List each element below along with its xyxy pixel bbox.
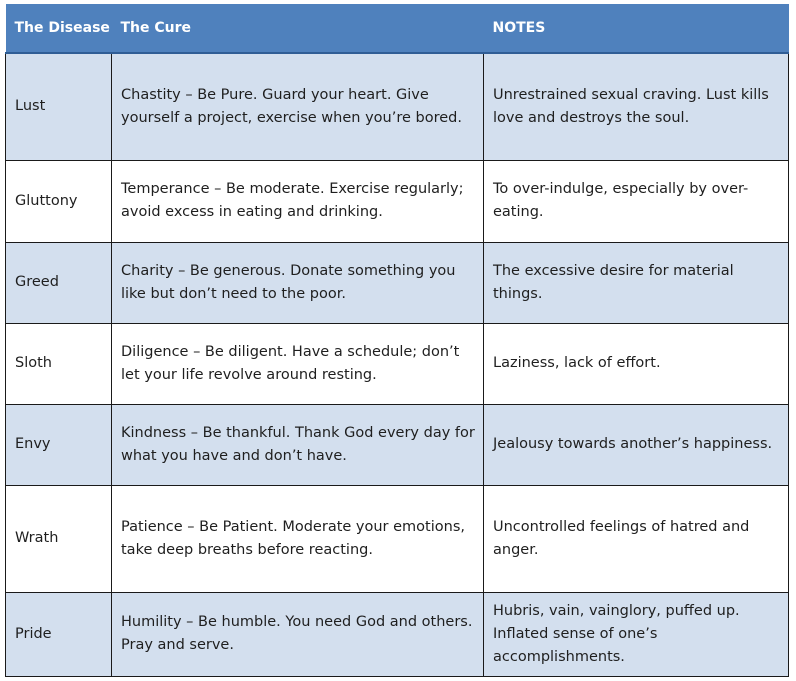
cure-cell: Charity – Be generous. Donate something you like but don’t need to the poor.	[112, 242, 484, 323]
header-cure: The Cure	[112, 4, 484, 53]
table-row	[6, 160, 789, 242]
notes-cell: To over-indulge, especially by over-eating.	[484, 160, 789, 242]
table-row	[6, 404, 789, 485]
cure-cell: Patience – Be Patient. Moderate your emotions, take deep breaths before reacting.	[112, 485, 484, 592]
disease-cell: Sloth	[6, 323, 112, 404]
table-row	[6, 323, 789, 404]
header-notes: NOTES	[484, 4, 789, 53]
table-row	[6, 485, 789, 592]
cure-cell: Kindness – Be thankful. Thank God every day for what you have and don’t have.	[112, 404, 484, 485]
table-row	[6, 592, 789, 676]
disease-cell: Lust	[6, 53, 112, 160]
disease-cell: Envy	[6, 404, 112, 485]
disease-cell: Greed	[6, 242, 112, 323]
cure-cell: Diligence – Be diligent. Have a schedule; don’t let your life revolve around resting.	[112, 323, 484, 404]
table-row	[6, 242, 789, 323]
notes-cell: Unrestrained sexual craving. Lust kills love and destroys the soul.	[484, 53, 789, 160]
disease-cell: Pride	[6, 592, 112, 676]
notes-cell: Jealousy towards another’s happiness.	[484, 404, 789, 485]
notes-cell: Laziness, lack of effort.	[484, 323, 789, 404]
sins-and-virtues-table	[5, 4, 789, 677]
cure-cell: Humility – Be humble. You need God and others. Pray and serve.	[112, 592, 484, 676]
table-row	[6, 53, 789, 160]
cure-cell: Temperance – Be moderate. Exercise regularly; avoid excess in eating and drinking.	[112, 160, 484, 242]
header-row	[6, 4, 789, 53]
notes-cell: Hubris, vain, vainglory, puffed up. Inflated sense of one’s accomplishments.	[484, 592, 789, 676]
header-disease: The Disease	[6, 4, 112, 53]
disease-cell: Wrath	[6, 485, 112, 592]
cure-cell: Chastity – Be Pure. Guard your heart. Give yourself a project, exercise when you’re bored.	[112, 53, 484, 160]
notes-cell: The excessive desire for material things.	[484, 242, 789, 323]
disease-cell: Gluttony	[6, 160, 112, 242]
notes-cell: Uncontrolled feelings of hatred and anger.	[484, 485, 789, 592]
